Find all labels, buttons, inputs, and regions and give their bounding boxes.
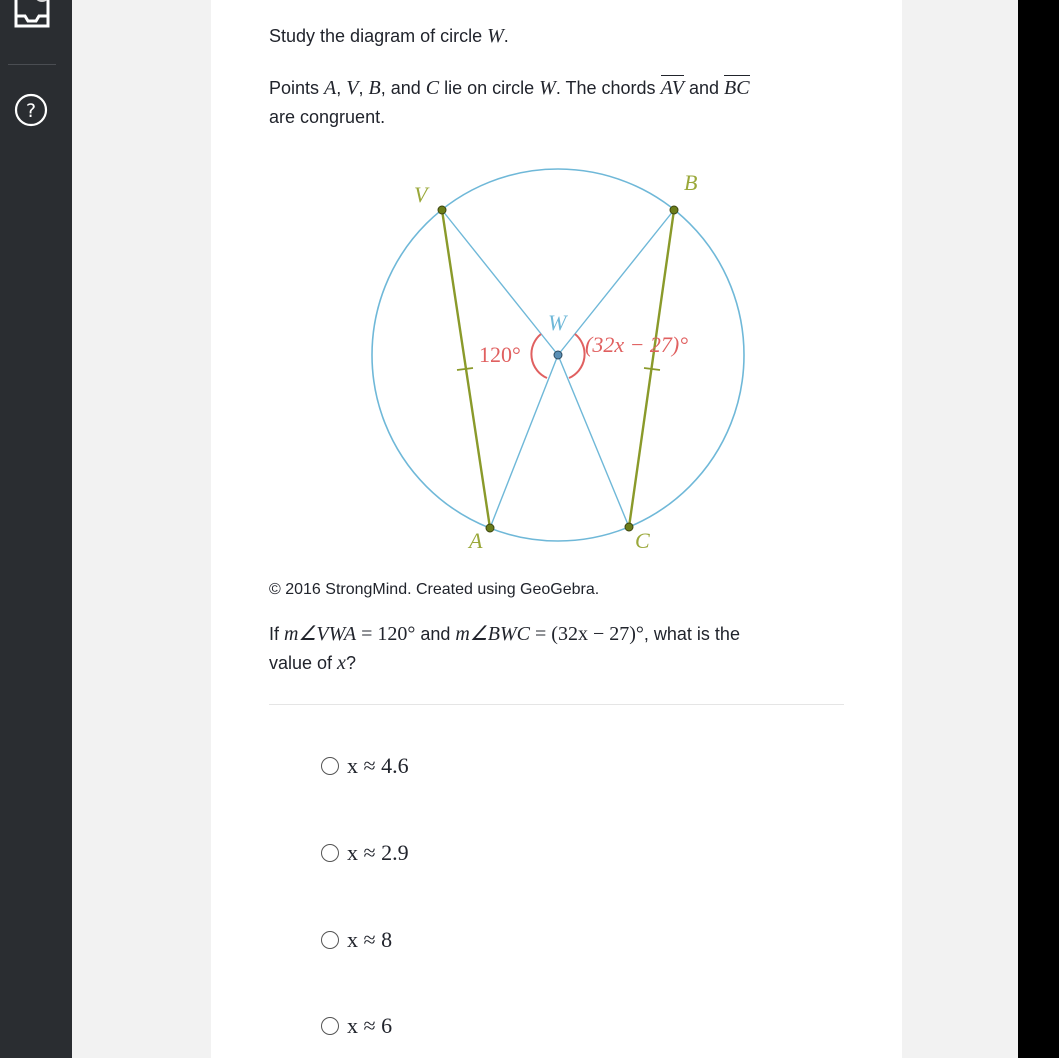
radio-button[interactable]	[321, 757, 339, 775]
radio-button[interactable]	[321, 1017, 339, 1035]
question-panel	[211, 0, 902, 1058]
question-line-2: value of x?	[269, 652, 356, 674]
chord-av: AV	[660, 77, 684, 99]
rail-divider	[8, 64, 56, 65]
chord-bc: BC	[724, 77, 750, 99]
label-w: W	[548, 310, 567, 335]
tick-av	[457, 368, 473, 370]
circle-diagram	[361, 160, 761, 560]
point-b	[670, 206, 678, 214]
label-c: C	[635, 528, 650, 553]
choice-1[interactable]: x ≈ 4.6	[321, 752, 409, 780]
angle-arc-vwa	[531, 334, 547, 378]
radius-wa	[490, 355, 558, 528]
tick-bc	[644, 368, 660, 370]
angle-label-right: (32x − 27)°	[585, 332, 689, 357]
choice-3[interactable]: x ≈ 8	[321, 926, 392, 954]
label-a: A	[469, 528, 483, 553]
credit-text: © 2016 StrongMind. Created using GeoGebra.	[269, 581, 600, 598]
angle-label-left: 120°	[479, 342, 521, 367]
radius-wc	[558, 355, 629, 527]
right-rail	[1018, 0, 1059, 1058]
help-icon[interactable]	[14, 93, 48, 127]
choice-4[interactable]: x ≈ 6	[321, 1012, 392, 1040]
label-b: B	[684, 170, 698, 195]
point-w	[554, 351, 562, 359]
intro-line: Study the diagram of circle W.	[269, 25, 509, 47]
congruent-line: are congruent.	[269, 107, 386, 127]
choice-2[interactable]: x ≈ 2.9	[321, 839, 409, 867]
label-v: V	[414, 182, 428, 207]
question-line-1: If m∠VWA = 120° and m∠BWC = (32x − 27)°, what is the	[269, 623, 740, 645]
radio-button[interactable]	[321, 844, 339, 862]
left-rail	[0, 0, 72, 1058]
svg-text:?: ?	[25, 100, 37, 122]
point-a	[486, 524, 494, 532]
inbox-icon[interactable]	[12, 0, 52, 32]
point-c	[625, 523, 633, 531]
divider	[269, 704, 844, 705]
points-line: Points A, V, B, and C lie on circle W. The chords AV and BC	[269, 77, 750, 99]
angle-arc-bwc	[569, 334, 585, 378]
radio-button[interactable]	[321, 931, 339, 949]
point-v	[438, 206, 446, 214]
